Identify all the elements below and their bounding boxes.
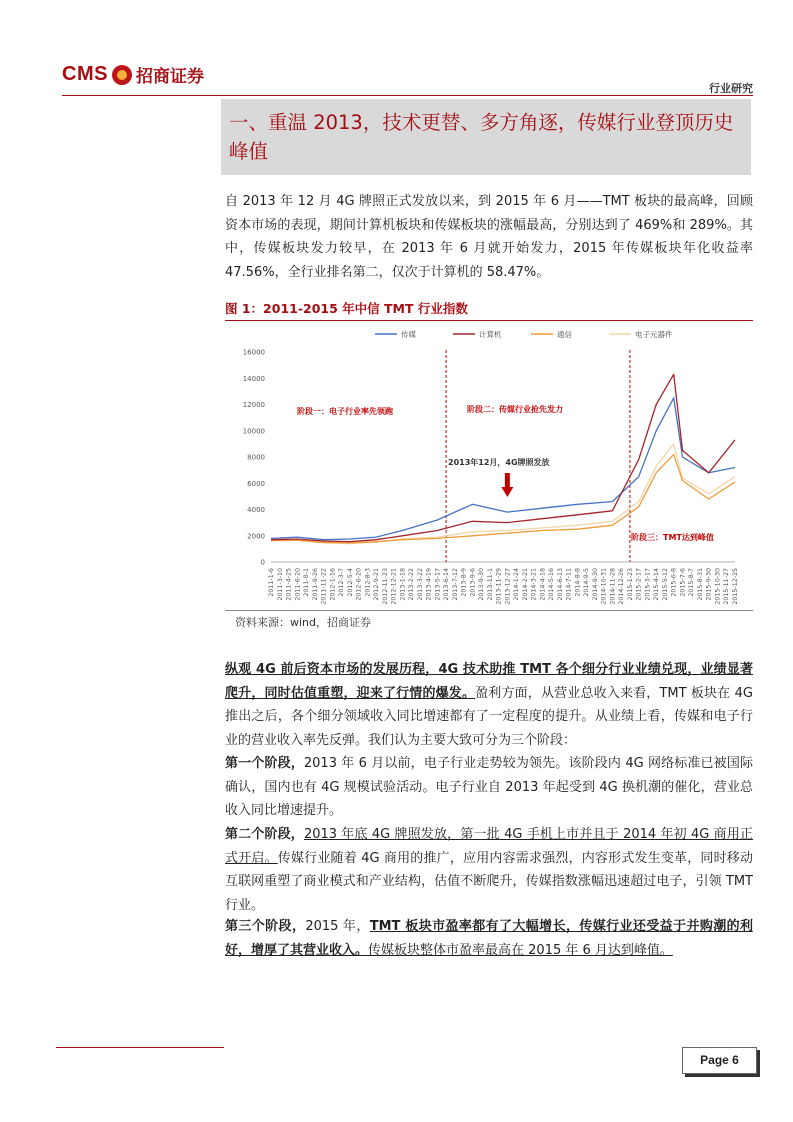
- logo-seal-icon: [112, 65, 132, 85]
- figure-title: 图 1：2011-2015 年中信 TMT 行业指数: [225, 299, 753, 321]
- x-tick-label: 2015-4-14: [653, 568, 661, 601]
- y-tick-label: 12000: [242, 401, 265, 409]
- section-title-box: [221, 99, 751, 175]
- x-tick-label: 2014-9-5: [583, 568, 591, 597]
- x-tick-label: 2014-10-31: [600, 568, 608, 605]
- annotation-4g-license: 2013年12月，4G牌照发放: [448, 458, 550, 467]
- x-tick-label: 2013-4-19: [425, 568, 433, 601]
- arrow-shaft: [505, 473, 510, 487]
- x-tick-label: 2011-9-26: [311, 568, 319, 601]
- x-tick-label: 2015-3-17: [644, 568, 652, 601]
- x-tick-label: 2015-8-31: [696, 568, 704, 601]
- legend-label: 通信: [557, 330, 572, 339]
- x-tick-label: 2013-5-17: [434, 568, 442, 601]
- y-tick-label: 2000: [247, 532, 265, 541]
- series-line: [271, 398, 735, 540]
- paragraph-overview: [225, 658, 753, 752]
- x-tick-label: 2012-9-21: [373, 568, 381, 601]
- y-tick-label: 6000: [247, 479, 265, 488]
- phase-2-label: 第二个阶段，: [225, 827, 304, 842]
- logo-cms-text: CMS: [62, 63, 108, 85]
- x-tick-label: 2014-9-30: [591, 568, 599, 601]
- x-tick-label: 2015-9-30: [705, 568, 713, 601]
- x-tick-label: 2012-3-7: [338, 568, 346, 597]
- x-tick-label: 2011-11-22: [320, 568, 328, 605]
- phase-3-label: 第三个阶段，: [225, 919, 306, 934]
- x-tick-label: 2011-1-6: [268, 568, 275, 597]
- phase-1-text: 2013 年 6 月以前，电子行业走势较为领先。该阶段内 4G 网络标准已被国际确认，国内也有 4G 规模试验活动。电子行业自 2013 年起受到 4G 换机潮的催化，营业总收入同比增速提升。: [225, 756, 753, 818]
- page-number: Page 6: [682, 1047, 757, 1074]
- x-tick-label: 2014-4-18: [539, 568, 547, 601]
- x-tick-label: 2014-1-24: [513, 568, 521, 601]
- annotation-phase-3: 阶段三：TMT达到峰值: [631, 533, 714, 542]
- y-tick-label: 4000: [247, 506, 265, 514]
- x-tick-label: 2013-11-1: [486, 568, 494, 601]
- x-tick-label: 2013-11-29: [495, 568, 503, 605]
- paragraph-phase-2: [225, 823, 753, 917]
- phase-3-underlined: 传媒板块整体市盈率最高在 2015 年 6 月达到峰值。: [368, 942, 673, 958]
- x-tick-label: 2015-6-8: [670, 568, 678, 597]
- x-tick-label: 2015-12-25: [732, 568, 739, 605]
- x-tick-label: 2015-10-30: [714, 568, 722, 605]
- x-tick-label: 2012-1-16: [329, 568, 337, 601]
- section-title: 一、重温 2013，技术更替、多方角逐，传媒行业登顶历史峰值: [229, 111, 734, 163]
- x-tick-label: 2014-7-11: [565, 568, 573, 601]
- x-tick-label: 2014-3-21: [530, 568, 538, 601]
- overview-rest: 盈利方面，从营业总收入来看，TMT 板块在 4G 推出之后，各个细分领域收入同比增速都有了一定程度的提升。从业绩上看，传媒和电子行业的营业收入率先反弹。我们认为主要大致可分为三个阶段：: [225, 685, 753, 748]
- logo-cn-text: 招商证券: [135, 67, 204, 87]
- x-tick-label: 2013-12-27: [504, 568, 512, 605]
- x-tick-label: 2015-2-17: [635, 568, 643, 601]
- x-tick-label: 2013-6-14: [443, 568, 451, 601]
- footer-divider: [56, 1047, 224, 1048]
- paragraph-phase-1: [225, 752, 753, 823]
- x-tick-label: 2015-11-27: [723, 568, 731, 605]
- report-category: 行业研究: [709, 82, 753, 95]
- legend-label: 传媒: [401, 330, 416, 339]
- x-tick-label: 2011-6-20: [294, 568, 302, 601]
- x-tick-label: 2013-7-12: [451, 568, 459, 601]
- line-chart: [225, 322, 753, 610]
- x-tick-label: 2013-3-22: [416, 568, 424, 601]
- y-tick-label: 0: [260, 558, 265, 567]
- x-tick-label: 2014-5-16: [548, 568, 556, 601]
- chart-area: [225, 322, 753, 611]
- phase-1-label: 第一个阶段，: [225, 756, 304, 771]
- header-divider: [62, 95, 753, 96]
- x-tick-label: 2012-11-23: [381, 568, 389, 605]
- x-tick-label: 2012-12-21: [390, 568, 398, 605]
- x-tick-label: 2013-2-22: [408, 568, 416, 601]
- phase-3-plain: 2015 年，: [305, 919, 370, 934]
- x-tick-label: 2015-1-23: [626, 568, 634, 601]
- overview-lead: 纵观 4G 前后资本市场的发展历程，4G 技术助推 TMT 各个细分行业业绩兑现，业绩显著爬升，同时估值重塑，迎来了行情的爆发。: [225, 662, 753, 701]
- x-tick-label: 2011-3-10: [276, 568, 284, 601]
- x-tick-label: 2014-2-21: [521, 568, 529, 601]
- y-tick-label: 14000: [242, 374, 265, 383]
- x-tick-label: 2012-8-3: [364, 568, 372, 597]
- phase-2-text: 传媒行业随着 4G 商用的推广，应用内容需求强烈，内容形式发生变革，同时移动互联网重塑了商业模式和产业结构，估值不断爬升，传媒指数涨幅迅速超过电子，引领 TMT 行业。: [225, 850, 753, 913]
- series-line: [271, 454, 735, 543]
- x-tick-label: 2012-5-4: [346, 568, 354, 597]
- x-tick-label: 2014-8-8: [574, 568, 582, 597]
- phase-3-bold-underlined: TMT 板块市盈率都有了大幅增长，传媒行业还受益于并购潮的利好，增厚了其营业收入。: [225, 919, 753, 958]
- x-tick-label: 2015-5-12: [661, 568, 669, 601]
- y-tick-label: 16000: [242, 348, 265, 357]
- annotation-phase-1: 阶段一：电子行业率先领跑: [297, 407, 393, 416]
- y-tick-label: 8000: [247, 453, 265, 462]
- paragraph-phase-3: [225, 915, 753, 962]
- phase-2-underlined: 2013 年底 4G 牌照发放，第一批 4G 手机上市并且于 2014 年初 4G 商用正式开启。: [225, 827, 753, 866]
- x-tick-label: 2012-6-20: [355, 568, 363, 601]
- x-tick-label: 2013-9-30: [478, 568, 486, 601]
- x-tick-label: 2014-6-13: [556, 568, 564, 601]
- x-tick-label: 2014-11-28: [609, 568, 617, 605]
- company-logo: [62, 62, 204, 87]
- x-tick-label: 2011-4-25: [285, 568, 293, 601]
- x-tick-label: 2013-8-9: [460, 568, 468, 597]
- x-tick-label: 2011-8-1: [303, 568, 311, 597]
- legend-label: 计算机: [479, 330, 502, 339]
- intro-paragraph: 自 2013 年 12 月 4G 牌照正式发放以来，到 2015 年 6 月——TMT 板块的最高峰，回顾资本市场的表现，期间计算机板块和传媒板块的涨幅最高，分别达到了 469%和 289%。其中，传媒板块发力较早，在 2013 年 6 月就开始发力，2015 年传媒板块年化收益率 47.56%，全行业排名第二，仅次于计算机的 58.47%。: [225, 194, 753, 280]
- x-tick-label: 2014-12-26: [618, 568, 626, 605]
- legend-label: 电子元器件: [635, 330, 673, 339]
- figure-source: 资料来源：wind，招商证券: [235, 616, 372, 629]
- x-tick-label: 2015-8-7: [688, 568, 696, 597]
- x-tick-label: 2013-9-6: [469, 568, 477, 597]
- arrow-head-icon: [501, 487, 513, 497]
- y-tick-label: 10000: [242, 427, 265, 436]
- x-tick-label: 2013-1-18: [399, 568, 407, 601]
- annotation-phase-2: 阶段二：传媒行业抢先发力: [467, 405, 563, 414]
- x-tick-label: 2015-7-6: [679, 568, 687, 597]
